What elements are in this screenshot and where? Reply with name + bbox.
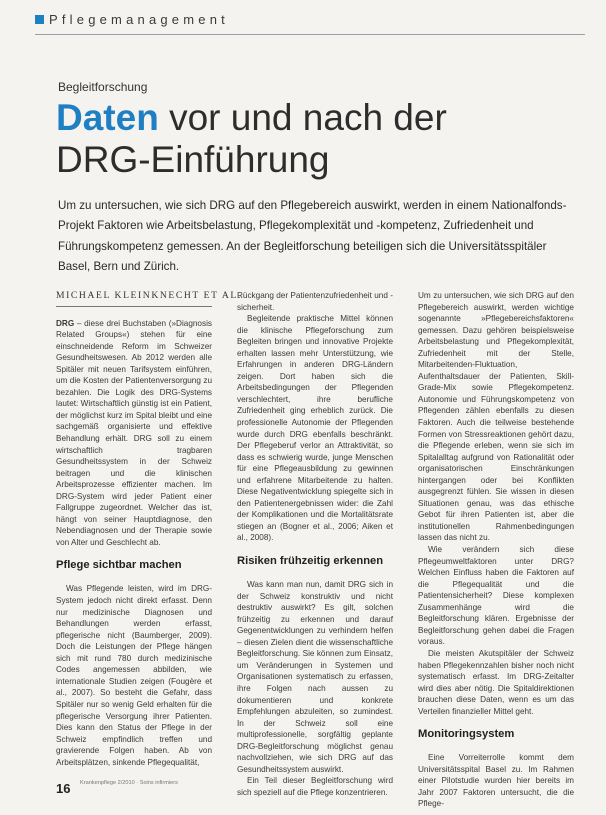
- body-column-3: [418, 290, 574, 810]
- rubric-square-icon: [35, 15, 44, 24]
- article-headline: [56, 97, 447, 181]
- article-kicker: Begleitforschung: [58, 80, 148, 94]
- headline-accent: Daten: [56, 97, 159, 138]
- body-paragraph: Ein Teil dieser Begleitforschung wird sich speziell auf die Pflege konzentrieren.: [237, 776, 393, 797]
- headline-rest: vor und nach der: [169, 97, 447, 138]
- body-paragraph: Wie verändern sich diese Pflegeumweltfaktoren unter DRG? Welchen Einfluss haben die Faktoren auf die Pflegequalität und die Patientensicherheit? Diese komplexen Zusammenhänge wird die Begleitforschung klären. Ergebnisse der Begleitforschung gehen dabei die Fragen voraus.: [418, 545, 574, 647]
- publication-note: Krankenpflege 2/2010 · Soins infirmiers: [80, 780, 178, 786]
- article-lead: Um zu untersuchen, wie sich DRG auf den Pflegebereich auswirkt, werden in einem Nationalfonds-Projekt Faktoren wie Arbeitsbelastung, Pflegekomplexität und -kompetenz, Zufriedenheit und Führungskompetenz gemessen. An der Begleitforschung beteiligen sich die Universitätsspitäler Basel, Bern und Zürich.: [58, 199, 567, 273]
- rubric-divider: [35, 34, 585, 35]
- subhead-risiken: Risiken frühzeitig erkennen: [237, 555, 384, 568]
- body-paragraph: Die meisten Akutspitäler der Schweiz haben Pflegekennzahlen bisher noch nicht systematisch erfasst. Im DRG-Zeitalter wird dies aber nötig. Die Spitaldirektionen brauchen diese Daten, wenn es um das Verteilen finanzieller Mittel geht.: [418, 648, 574, 716]
- rubric-label: Pflegemanagement: [49, 12, 229, 27]
- subhead-monitoringsystem: Monitoringsystem: [418, 728, 515, 741]
- section-rubric: [35, 12, 229, 27]
- author-byline: MICHAEL KLEINKNECHT ET AL.: [56, 290, 212, 307]
- body-paragraph: Was Pflegende leisten, wird im DRG-System jedoch nicht direkt erfasst. Denn nur medizinische Diagnosen und Behandlungen werden erfasst, pflegerische nicht (Baumberger, 2009). Doch die Leistungen der Pflege hängen sich mit rund 780 durch medizinische Codes angemessen abbilden, wie internationale Studien zeigen (Fougère et al., 2007). So besteht die Gefahr, dass Spitäler nur so wenig Geld erhalten für die pflegerische Versorgung ihrer Patienten. Dies kann den Status der Pflege in der Schweiz empfindlich treffen und gravierende Folgen haben. Ab von Arbeitsplätzen, sinkende Pflegequalität,: [56, 584, 212, 767]
- body-paragraph: Was kann man nun, damit DRG sich in der Schweiz konstruktiv und nicht destruktiv auswirkt? Es gilt, solchen frühzeitig zu erkennen und darauf Gegenentwicklungen zu verhindern helfen – diesen Zielen dient die wissenschaftliche Begleitforschung. Sie können zum Einsatz, um Veränderungen in Systemen und Organisationen systematisch zu erfassen, ihre Folgen nach aussen zu dokumentieren und konkrete Empfehlungen abzuleiten, so zumindest. In der Schweiz soll eine multiprofessionelle, sorgfältig geplante DRG-Begleitforschung möglichst genau nachvollziehen, wie sich DRG auf das Gesundheitssystem auswirkt.: [237, 580, 393, 774]
- body-paragraph: Eine Vorreiterrolle kommt dem Universitätsspital Basel zu. Im Rahmen einer Pilotstudie wurden hier bereits im Jahr 2007 Faktoren untersucht, die die Pflege-: [418, 753, 574, 809]
- body-paragraph: Rückgang der Patientenzufriedenheit und -sicherheit.: [237, 291, 393, 312]
- paragraph-text: – diese drei Buchstaben (»Diagnosis Related Groups«) stehen für eine einschneidende Reform im Schweizer Gesundheitswesen. Ab 2012 werden alle Spitäler mit neuen Tarifsystem einführen, um die Kosten der Patientenversorgung zu bezahlen. Die Logik des DRG-Systems lautet: Wirtschaftlich günstig ist ein Patient, der möglichst kurz im Spital bleibt und eine sachgemäß organisierte und effektive Behandlung erhält. DRG soll zu einem wirtschaftlich tragbaren Gesundheitssystem in der Schweiz beitragen und die klinischen Arbeitsprozesse effizienter machen. Im DRG-System wird jeder Patient einer Fallgruppe zugeordnet. Welcher das ist, hängt von seiner Hauptdiagnose, den Nebendiagnosen und der Therapie sowie von Alter und Geschlecht ab.: [56, 318, 212, 547]
- body-paragraph: Um zu untersuchen, wie sich DRG auf den Pflegebereich auswirkt, werden wichtige sogenannte »Pflegebereichsfaktoren« gemessen. Dazu gehören beispielsweise Arbeitsbelastung und Pflegekomplexität, Zufriedenheit mit der Stelle, Mitarbeitenden-Fluktuation, Aufenthaltsdauer der Patienten, Skill-Grade-Mix sowie Pflegekompetenz. Autonomie und Führungskompetenz von Pflegenden zählen ebenfalls zu diesen Faktoren. Auch die teilweise bestehende Formen von Stressreaktionen gehört dazu, die Pflegende erleben, wenn sie sich im Spitalalltag aufgrund von Rationalität oder organisatorischen Einschränkungen hintergangen oder bei Konflikten ausgegrenzt fühlen. Sie wissen in diesen Situationen genau, was das ethische Gebot für ihren Patienten ist, aber die institutionellen Rahmenbedingungen lassen das nicht zu.: [418, 291, 574, 543]
- subhead-pflege-sichtbar: Pflege sichtbar machen: [56, 559, 182, 572]
- drop-lead-word: DRG: [56, 318, 75, 328]
- body-column-2: [237, 290, 393, 798]
- headline-line2: DRG-Einführung: [56, 139, 330, 180]
- body-paragraph: Begleitende praktische Mittel können die klinische Pflegeforschung zum Begleiten bringen und innovative Projekte erhalten lassen mehr Unterstützung, wie Erfahrungen in anderen DRG-Ländern zeigen. Dort haben sich die Arbeitsbedingungen der Pflegenden verschlechtert, ihre berufliche Zufriedenheit ging erheblich zurück. Die professionelle Autonomie der Pflegenden wurde durch DRG ebenfalls beschränkt. Der Pflegeberuf verlor an Attraktivität, so dass es schwierig wurde, junge Menschen für eine Pflegeausbildung zu gewinnen und erfahrene Mitarbeitende zu halten. Diese Negativentwicklung spiegelte sich in den Patientenergebnissen wider: die Zahl der Komplikationen und die Mortalitätsrate stiegen an (Bogner et al., 2006; Aiken et al., 2008).: [237, 314, 393, 543]
- body-paragraph: [56, 318, 212, 549]
- page-number: 16: [56, 781, 71, 796]
- body-column-1: [56, 290, 242, 768]
